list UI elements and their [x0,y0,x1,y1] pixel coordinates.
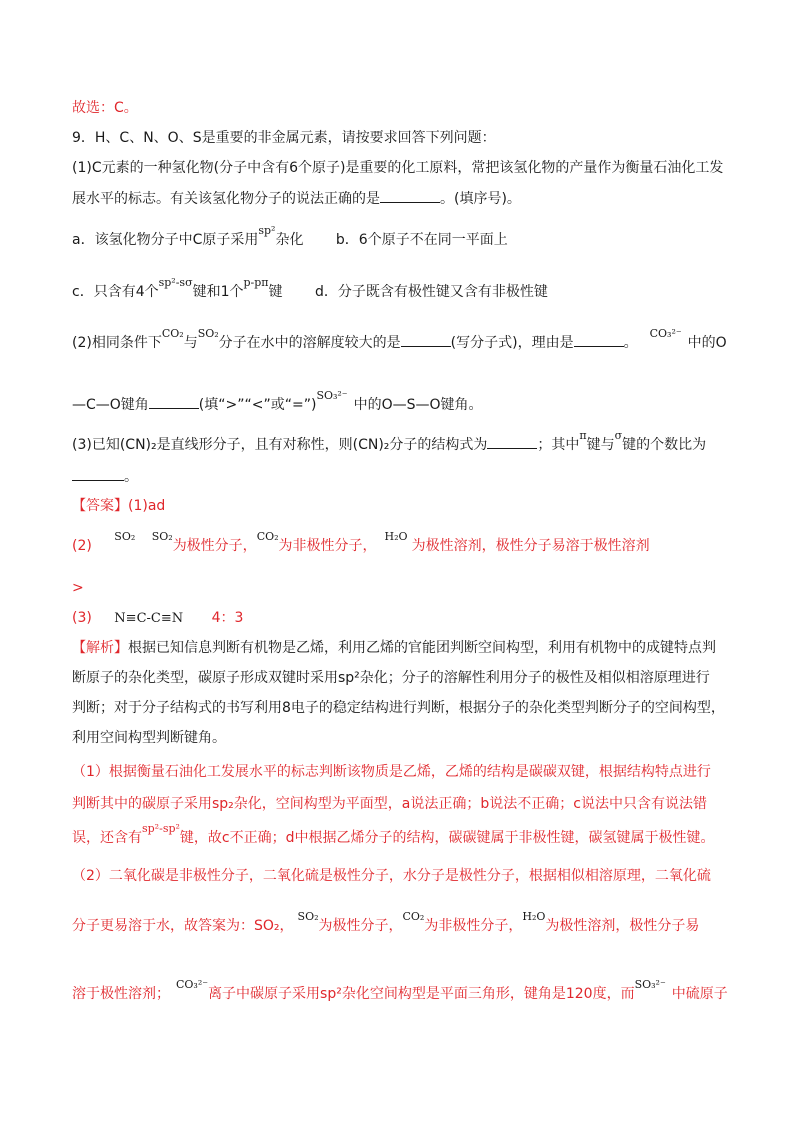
answer-line-2 [72,530,650,557]
answer-3-ratio: 4：3 [211,610,244,626]
explain-part1-text-a: （1）根据衡量石油化工发展水平的标志判断该物质是乙烯，乙烯的结构是碳碳双键，根据结构特点进行 [72,764,711,780]
question-2-text-e: 中的O [687,335,727,351]
answer-2-comparison: > [72,580,84,596]
question-1-text-b-end: 。(填序号)。 [440,191,521,207]
explain-so3-ion-formula: SO₃²⁻ [634,978,666,991]
explanation-text-1: 根据已知信息判断有机物是乙烯，利用乙烯的官能团判断空间构型，利用有机物中的成键特点判 [128,640,716,656]
explanation-text-4: 利用空间构型判断键角。 [72,730,226,746]
prev-answer-line [72,98,138,118]
question-2-text-g: (填“>”“<”或“=”) [198,397,317,413]
explain-part1-text-d: 键，故c不正确；d中根据乙烯分子的结构，碳碳键属于非极性键，碳氢键属于极性键。 [179,830,715,846]
option-a-hybrid: sp² [258,224,276,237]
question-3-text-d: 键的个数比为 [622,437,707,453]
option-d-text: d．分子既含有极性键又含有非极性键 [314,284,548,300]
question-3-line-b [72,466,138,487]
explain-co2-formula: CO₂ [402,910,425,923]
answer-line-2-gt [72,578,84,598]
question-3-text-e: 。 [124,469,138,485]
option-c-bond-2: p-pπ [243,276,269,289]
explain-part1-line-b [72,794,707,814]
question-3-text-c: 键与 [586,437,615,453]
question-1-line-b [72,188,521,209]
question-2-text-d: 。 [623,335,638,351]
option-b-text: b．6个原子不在同一平面上 [335,232,508,248]
answer-co2-formula: CO₂ [256,530,279,543]
question-1-line-a [72,158,723,178]
question-2-text-f: —C—O键角 [72,397,149,413]
explain-part1-line-c [72,822,715,849]
explain-h2o-formula: H₂O [522,910,546,923]
explain-part2-text-f: 溶于极性溶剂； [72,986,170,1002]
answer-2-text-c: 为极性溶剂，极性分子易溶于极性溶剂 [411,538,650,554]
explain-part2-text-g: 离子中碳原子采用sp²杂化空间构型是平面三角形，键角是120度，而 [208,986,635,1002]
explain-part2-text-e: 为极性溶剂，极性分子易 [545,918,700,934]
option-c-text: c．只含有4个 [72,284,159,300]
explain-co3-ion-formula: CO₃²⁻ [176,978,209,991]
explanation-line-3 [72,698,725,718]
question-2-text-h: 中的O—S—O键角。 [353,397,483,413]
explain-part1-text-b: 判断其中的碳原子采用sp₂杂化，空间构型为平面型，a说法正确；b说法不正确；c说法中只含有说法错 [72,796,707,812]
explanation-text-3: 判断；对于分子结构式的书写利用8电子的稳定结构进行判断，根据分子的杂化类型判断分子的空间构型， [72,700,725,716]
explain-part2-line-a [72,866,711,886]
explain-part2-text-h: 中硫原子 [671,986,728,1002]
option-c-text-end: 键 [268,284,283,300]
co3-ion-formula: CO₃²⁻ [649,327,682,340]
answer-blank [401,332,451,347]
option-a-text: a．该氢化物分子中C原子采用 [72,232,259,248]
answer-line-1 [72,496,165,516]
explanation-line-1 [72,638,716,658]
so3-ion-formula: SO₃²⁻ [316,389,348,402]
answer-blank [380,188,440,203]
option-row-cd [72,276,548,303]
question-1-text-b: 展水平的标志。有关该氢化物分子的说法正确的是 [72,191,380,207]
explain-part2-text-b: 分子更易溶于水，故答案为：SO₂， [72,918,294,934]
question-3-line-a [72,429,707,456]
explain-part2-text-d: 为非极性分子， [424,918,523,934]
sigma-symbol: σ [614,429,623,442]
explain-part2-line-b [72,910,700,937]
explanation-line-2 [72,668,710,688]
explanation-text-2: 断原子的杂化类型，碳原子形成双键时采用sp²杂化；分子的溶解性利用分子的极性及相似相溶原理进行 [72,670,710,686]
answer-blank [72,466,124,481]
option-row-ab [72,224,508,251]
explain-part2-line-c [72,978,728,1005]
question-2-text-b: 分子在水中的溶解度较大的是 [218,335,401,351]
question-2-text-and: 与 [183,335,198,351]
answer-so2-formula: SO₂ [114,530,136,543]
explanation-line-4 [72,728,226,748]
answer-3-label: (3) [72,610,92,626]
question-2-text-c: (写分子式)，理由是 [450,335,574,351]
option-c-bond-1: sp²-sσ [158,276,193,289]
question-9-heading [72,128,496,148]
answer-label: 【答案】 [72,498,128,514]
answer-blank [149,394,199,409]
option-c-text-mid: 键和1个 [192,284,244,300]
prev-answer-text: 故选：C。 [72,100,138,116]
question-9-text: 9．H、C、N、O、S是重要的非金属元素，请按要求回答下列问题： [72,130,496,146]
question-2-line-a [72,327,727,354]
answer-1-text: (1)ad [128,498,166,514]
sp2-sp2-bond: sp²-sp² [142,822,180,835]
explain-part2-text-a: （2）二氧化碳是非极性分子，二氧化硫是极性分子，水分子是极性分子，根据相似相溶原理，二氧化硫 [72,868,711,884]
co2-formula: CO₂ [161,327,184,340]
answer-so2-formula-2: SO₂ [151,530,173,543]
cn2-structural-formula: N≡C-C≡N [114,611,184,626]
explain-part2-text-c: 为极性分子， [318,918,403,934]
answer-2-text-a: 为极性分子， [172,538,257,554]
explanation-label: 【解析】 [72,640,128,656]
question-2-line-b [72,389,483,416]
question-3-text-b: ；其中 [537,437,580,453]
so2-formula: SO₂ [197,327,219,340]
answer-blank [487,434,537,449]
explain-part1-line-a [72,762,711,782]
answer-h2o-formula: H₂O [384,530,408,543]
answer-blank [574,332,624,347]
explain-part1-text-c: 误，还含有 [72,830,142,846]
answer-2-text-b: 为非极性分子， [278,538,377,554]
option-a-text-end: 杂化 [275,232,304,248]
question-2-text-a: (2)相同条件下 [72,335,162,351]
question-1-text-a: (1)C元素的一种氢化物(分子中含有6个原子)是重要的化工原料，常把该氢化物的产量作为衡量石油化工发 [72,160,724,176]
pi-symbol: π [579,429,587,442]
answer-2-label: (2) [72,538,92,554]
explain-so2-formula: SO₂ [297,910,319,923]
answer-line-3 [72,608,243,629]
question-3-text-a: (3)已知(CN)₂是直线形分子，且有对称性，则(CN)₂分子的结构式为 [72,437,488,453]
